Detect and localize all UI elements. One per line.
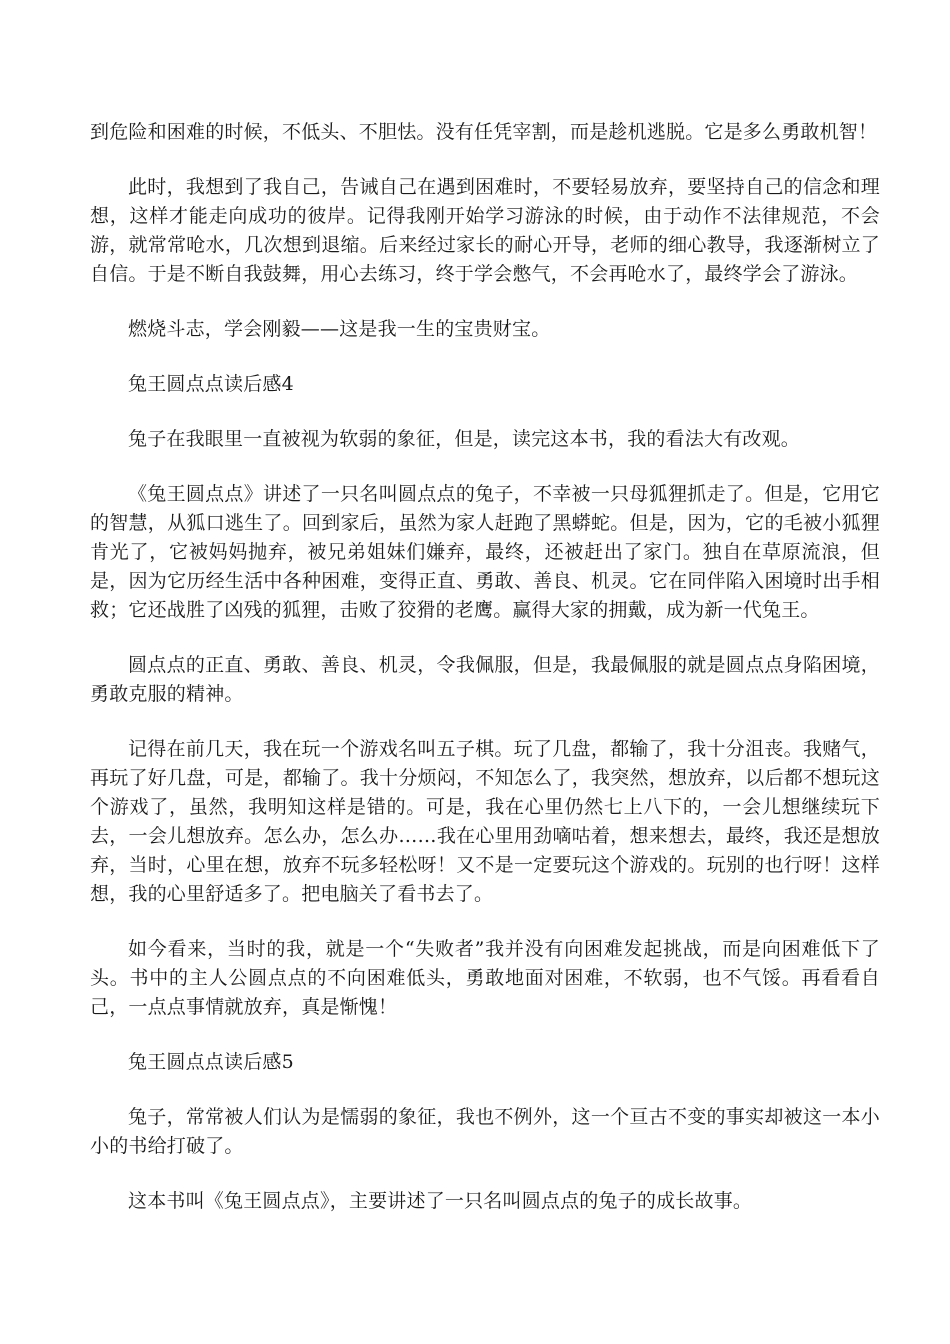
paragraph: 圆点点的正直、勇敢、善良、机灵，令我佩服，但是，我最佩服的就是圆点点身陷困境，勇敢克服的精神。 [90,654,880,705]
paragraph: 燃烧斗志，学会刚毅——这是我一生的宝贵财宝。 [128,318,551,340]
paragraph: 记得在前几天，我在玩一个游戏名叫五子棋。玩了几盘，都输了，我十分沮丧。我赌气，再玩了好几盘，可是，都输了。我十分烦闷，不知怎么了，我突然，想放弃，以后都不想玩这个游戏了，虽然，我明知这样是错的。可是，我在心里仍然七上八下的，一会儿想继续玩下去，一会儿想放弃。怎么办，怎么办……我在心里用劲嘀咕着，想来想去，最终，我还是想放弃，当时，心里在想，放弃不玩多轻松呀！又不是一定要玩这个游戏的。玩别的也行呀！这样想，我的心里舒适多了。把电脑关了看书去了。 [90,738,880,905]
paragraph: 兔子在我眼里一直被视为软弱的象征，但是，读完这本书，我的看法大有改观。 [128,428,801,450]
paragraph: 《兔王圆点点》讲述了一只名叫圆点点的兔子，不幸被一只母狐狸抓走了。但是，它用它的智慧，从狐口逃生了。回到家后，虽然为家人赶跑了黑蟒蛇。但是，因为，它的毛被小狐狸肯光了，它被妈妈抛弃，被兄弟姐妹们嫌弃，最终，还被赶出了家门。独自在草原流浪，但是，因为它历经生活中各种困难，变得正直、勇敢、善良、机灵。它在同伴陷入困境时出手相救；它还战胜了凶残的狐狸，击败了狡猾的老鹰。赢得大家的拥戴，成为新一代兔王。 [90,483,880,621]
section-heading-4: 兔王圆点点读后感4 [128,373,294,395]
paragraph: 此时，我想到了我自己，告诫自己在遇到困难时，不要轻易放弃，要坚持自己的信念和理想，这样才能走向成功的彼岸。记得我刚开始学习游泳的时候，由于动作不法律规范，不会游，就常常呛水，几次想到退缩。后来经过家长的耐心开导，老师的细心教导，我逐渐树立了自信。于是不断自我鼓舞，用心去练习，终于学会憋气，不会再呛水了，最终学会了游泳。 [90,176,880,285]
paragraph: 这本书叫《兔王圆点点》，主要讲述了一只名叫圆点点的兔子的成长故事。 [128,1190,753,1212]
paragraph: 如今看来，当时的我，就是一个“失败者”我并没有向困难发起挑战，而是向困难低下了头。书中的主人公圆点点的不向困难低头，勇敢地面对困难，不软弱，也不气馁。再看看自己，一点点事情就放弃，真是惭愧！ [90,938,880,1018]
document-body [90,118,880,1242]
paragraph-continuation: 到危险和困难的时候，不低头、不胆怯。没有任凭宰割，而是趁机逃脱。它是多么勇敢机智！ [90,121,878,143]
paragraph: 兔子，常常被人们认为是懦弱的象征，我也不例外，这一个亘古不变的事实却被这一本小小的书给打破了。 [90,1106,880,1157]
section-heading-5: 兔王圆点点读后感5 [128,1051,294,1073]
